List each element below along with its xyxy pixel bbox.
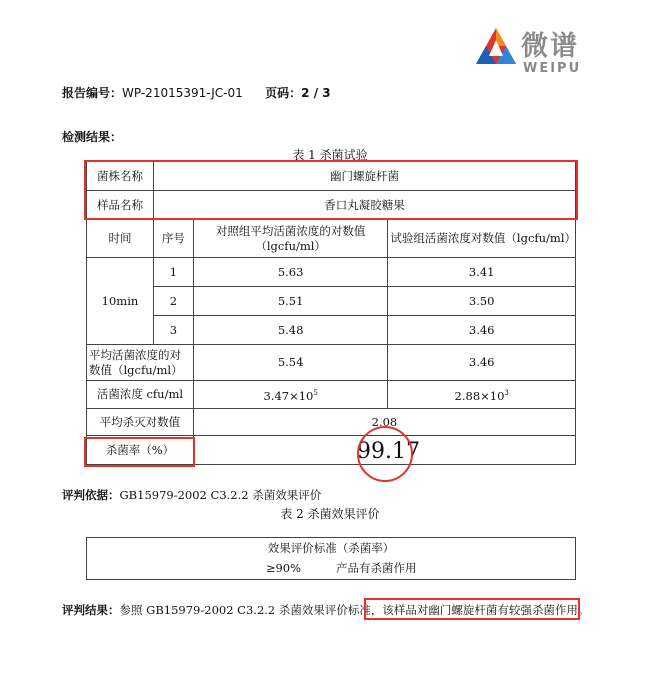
criterion-cell: ≥90%	[87, 559, 332, 580]
control-cell: 5.51	[193, 287, 388, 316]
table-row	[87, 381, 576, 409]
kill-rate-value: 99.17	[357, 439, 420, 464]
table-row	[87, 287, 576, 316]
strain-sample-highlight	[84, 160, 578, 220]
conclusion-highlight-text: 该样品对幽门螺旋杆菌有较强杀菌作用。	[382, 603, 590, 617]
table-row	[87, 409, 576, 436]
col-time-header: 时间	[87, 220, 154, 258]
page-value: 2 / 3	[301, 86, 331, 100]
table1-caption: 表 1 杀菌试验	[292, 148, 368, 162]
basis-text: GB15979-2002 C3.2.2 杀菌效果评价	[119, 488, 322, 502]
brand-name-cn: 微谱	[521, 31, 579, 62]
control-cell: 5.63	[193, 258, 388, 287]
kill-rate-label-highlight	[84, 437, 195, 467]
report-no: WP-21015391-JC-01	[122, 86, 243, 100]
table-row	[87, 345, 576, 381]
control-cell: 5.48	[193, 316, 388, 345]
table-row	[87, 258, 576, 287]
avg-control: 5.54	[193, 345, 388, 381]
seq-cell: 3	[153, 316, 193, 345]
conc-label: 活菌浓度 cfu/ml	[87, 381, 194, 409]
conclusion-text: 参照 GB15979-2002 C3.2.2 杀菌效果评价标准，	[119, 603, 383, 617]
conclusion-highlight	[364, 598, 580, 620]
strain-value: 幽门螺旋杆菌	[153, 162, 575, 191]
avg-test: 3.46	[388, 345, 576, 381]
strain-label: 菌株名称	[87, 162, 154, 191]
table-header-row	[87, 220, 576, 258]
sample-value: 香口丸凝胶糖果	[153, 191, 575, 220]
conc-control: $3.47\times 10^5$	[193, 381, 388, 409]
conc-test: $2.88\times 10^3$	[388, 381, 576, 409]
seq-cell: 1	[153, 258, 193, 287]
seq-cell: 2	[153, 287, 193, 316]
time-value: 10min	[87, 258, 154, 345]
avg-label: 平均活菌浓度的对数值（lgcfu/ml）	[87, 345, 194, 381]
evaluation-table	[86, 537, 576, 580]
table-row	[87, 559, 576, 580]
table-row	[87, 316, 576, 345]
page-label: 页码：	[265, 86, 302, 100]
brand-name-en: WEIPU	[523, 61, 582, 76]
result-cell: 产品有杀菌作用	[331, 559, 575, 580]
col-seq-header: 序号	[153, 220, 193, 258]
report-header	[62, 84, 331, 101]
table-header-row	[87, 538, 576, 559]
kill-rate-circle-highlight	[357, 426, 420, 482]
col-control-header: 对照组平均活菌浓度的对数值（lgcfu/ml）	[193, 220, 388, 258]
results-heading: 检测结果：	[62, 130, 123, 144]
test-cell: 3.46	[388, 316, 576, 345]
report-no-label: 报告编号：	[62, 86, 123, 100]
basis-line	[62, 487, 321, 503]
test-cell: 3.50	[388, 287, 576, 316]
kill-log-label: 平均杀灭对数值	[87, 409, 194, 436]
table2-caption: 表 2 杀菌效果评价	[280, 507, 380, 521]
sample-label: 样品名称	[87, 191, 154, 220]
basis-label: 评判依据：	[62, 488, 120, 502]
evaluation-header: 效果评价标准（杀菌率）	[87, 538, 576, 559]
test-cell: 3.41	[388, 258, 576, 287]
kill-rate-label: 杀菌率（%）	[87, 436, 194, 465]
conclusion-label: 评判结果：	[62, 603, 120, 617]
kill-log-value: 2.08	[193, 409, 575, 436]
col-test-header: 试验组活菌浓度对数值（lgcfu/ml）	[388, 220, 576, 258]
